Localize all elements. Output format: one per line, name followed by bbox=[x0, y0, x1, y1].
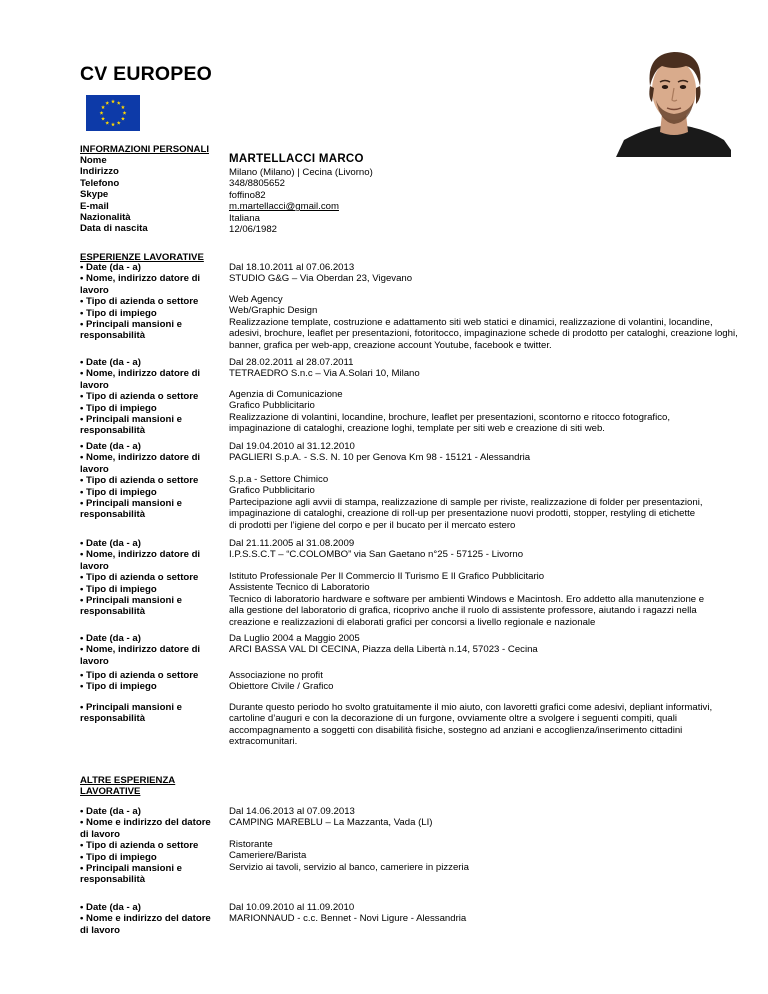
text-line: responsabilità bbox=[80, 874, 146, 886]
text-line: responsabilità bbox=[80, 330, 146, 342]
label-email: E-mail bbox=[80, 200, 109, 212]
text-line: lavoro bbox=[80, 655, 109, 667]
job-employer: ARCI BASSA VAL DI CECINA, Piazza della Libertà n.14, 57023 - Cecina bbox=[229, 644, 538, 656]
text-line: • Tipo di impiego bbox=[80, 681, 157, 693]
text-line: • Tipo di azienda o settore bbox=[80, 296, 199, 308]
text-line: accompagnamento a soggetti con disabilità fisiche, sostegno ad anziani e accoglienza/inserimento cittadini bbox=[229, 724, 683, 736]
text-line: • Nome, indirizzo datore di bbox=[80, 368, 201, 380]
text-line: di lavoro bbox=[80, 924, 120, 936]
job-2-details bbox=[229, 389, 729, 435]
text-line: responsabilità bbox=[80, 425, 146, 437]
text-line: • Principali mansioni e bbox=[80, 702, 182, 713]
text-line: • Date (da - a) bbox=[80, 902, 141, 913]
other-job-2-values bbox=[229, 902, 729, 925]
job-4-values bbox=[229, 538, 729, 561]
text-line: Realizzazione template, costruzione e adattamento siti web statici e dinamici, realizzazione di volantini, locandine, bbox=[229, 316, 713, 328]
text-line: • Principali mansioni e bbox=[80, 319, 182, 331]
text-line: • Tipo di azienda o settore bbox=[80, 572, 199, 584]
text-line: • Tipo di azienda o settore bbox=[80, 475, 199, 487]
job-5-values bbox=[229, 633, 729, 656]
job-dates: Dal 19.04.2010 al 31.12.2010 bbox=[229, 441, 355, 452]
nationality-value: Italiana bbox=[229, 212, 260, 224]
label-phone: Telefono bbox=[80, 177, 120, 189]
text-line: • Tipo di azienda o settore bbox=[80, 840, 199, 852]
text-line: • Date (da - a) bbox=[80, 806, 141, 817]
email-link[interactable]: m.martellacci@gmail.com bbox=[229, 201, 339, 213]
text-line: impaginazione di cataloghi, creazione di roll-up per presentazione nuovi prodotti, stopper, restyling di etichette bbox=[229, 508, 696, 520]
job-dates: Dal 10.09.2010 al 11.09.2010 bbox=[229, 902, 355, 913]
job-1-labels bbox=[80, 262, 215, 342]
job-5-labels-c bbox=[80, 702, 215, 725]
job-2-labels bbox=[80, 357, 215, 437]
text-line: cartoline d’auguri e con la decorazione di un furgone, ovviamente oltre a svolgere i seguenti compiti, quali bbox=[229, 713, 677, 725]
job-role: Cameriere/Barista bbox=[229, 850, 307, 862]
text-line: responsabilità bbox=[80, 606, 146, 618]
text-line: creazione e realizzazioni di elaborati grafici per concorsi a livello regionale e nazionale bbox=[229, 616, 596, 628]
job-sector: S.p.a - Settore Chimico bbox=[229, 474, 329, 485]
job-role: Grafico Pubblicitario bbox=[229, 485, 315, 497]
job-employer: TETRAEDRO S.n.c – Via A.Solari 10, Milano bbox=[229, 368, 420, 380]
address-value: Milano (Milano) | Cecina (Livorno) bbox=[229, 167, 373, 178]
text-line: • Tipo di impiego bbox=[80, 583, 157, 595]
label-birth-date: Data di nascita bbox=[80, 223, 148, 235]
skype-value: foffino82 bbox=[229, 189, 266, 201]
text-line: • Date (da - a) bbox=[80, 538, 141, 549]
profile-photo bbox=[616, 42, 731, 157]
job-5-labels-b bbox=[80, 670, 215, 693]
job-employer: PAGLIERI S.p.A. - S.S. N. 10 per Genova Km 98 - 15121 - Alessandria bbox=[229, 452, 531, 464]
label-skype: Skype bbox=[80, 189, 109, 201]
job-employer: STUDIO G&G – Via Oberdan 23, Vigevano bbox=[229, 273, 413, 285]
person-name: MARTELLACCI MARCO bbox=[229, 153, 364, 165]
job-sector: Istituto Professionale Per Il Commercio Il Turismo E Il Grafico Pubblicitario bbox=[229, 571, 545, 582]
job-sector: Agenzia di Comunicazione bbox=[229, 389, 343, 400]
job-3-values bbox=[229, 441, 729, 464]
text-line: • Date (da - a) bbox=[80, 633, 141, 644]
job-employer: MARIONNAUD - c.c. Bennet - Novi Ligure - Alessandria bbox=[229, 913, 467, 925]
text-line: • Date (da - a) bbox=[80, 357, 141, 368]
text-line: • Tipo di impiego bbox=[80, 486, 157, 498]
text-line: • Nome, indirizzo datore di bbox=[80, 273, 201, 285]
other-job-1-values bbox=[229, 806, 729, 829]
job-5-sector-role bbox=[229, 670, 729, 693]
text-line: • Date (da - a) bbox=[80, 441, 141, 452]
job-role: Web/Graphic Design bbox=[229, 305, 318, 317]
text-line: ALTRE ESPERIENZA bbox=[80, 775, 176, 786]
job-3-labels bbox=[80, 441, 215, 521]
job-3-details bbox=[229, 474, 729, 531]
job-dates: Dal 18.10.2011 al 07.06.2013 bbox=[229, 262, 355, 273]
job-sector: Ristorante bbox=[229, 839, 273, 850]
job-1-details bbox=[229, 294, 738, 351]
job-employer: I.P.S.S.C.T – “C.COLOMBO” via San Gaetano n°25 - 57125 - Livorno bbox=[229, 549, 524, 561]
section-personal-info: INFORMAZIONI PERSONALI bbox=[80, 144, 209, 155]
text-line: LAVORATIVE bbox=[80, 786, 141, 798]
text-line: responsabilità bbox=[80, 509, 146, 521]
section-other-experience bbox=[80, 775, 215, 798]
text-line: • Nome e indirizzo del datore bbox=[80, 913, 211, 925]
job-sector: Associazione no profit bbox=[229, 670, 323, 681]
job-role: Obiettore Civile / Grafico bbox=[229, 681, 334, 693]
text-line: • Nome, indirizzo datore di bbox=[80, 452, 201, 464]
birth-date-value: 12/06/1982 bbox=[229, 224, 278, 236]
text-line: • Tipo di azienda o settore bbox=[80, 670, 199, 681]
text-line: adesivi, brochure, leaflet per presentazioni, fotoritocco, impaginazione schede di prodotto per cataloghi, creazione loghi, bbox=[229, 328, 738, 340]
text-line: • Nome, indirizzo datore di bbox=[80, 644, 201, 656]
text-line: lavoro bbox=[80, 560, 109, 572]
other-job-1-details bbox=[229, 839, 729, 873]
job-role: Grafico Pubblicitario bbox=[229, 400, 315, 412]
text-line: di lavoro bbox=[80, 828, 120, 840]
text-line: • Tipo di impiego bbox=[80, 402, 157, 414]
text-line: • Nome, indirizzo datore di bbox=[80, 549, 201, 561]
job-dates: Da Luglio 2004 a Maggio 2005 bbox=[229, 633, 360, 644]
eu-flag-icon bbox=[86, 95, 140, 131]
text-line: • Principali mansioni e bbox=[80, 863, 182, 875]
phone-value: 348/8805652 bbox=[229, 178, 286, 190]
job-5-labels-a bbox=[80, 633, 215, 667]
text-line: responsabilità bbox=[80, 713, 146, 725]
text-line: • Tipo di azienda o settore bbox=[80, 391, 199, 403]
job-5-duties bbox=[229, 702, 729, 748]
job-role: Assistente Tecnico di Laboratorio bbox=[229, 582, 370, 594]
job-4-details bbox=[229, 571, 729, 628]
job-4-labels bbox=[80, 538, 215, 618]
text-line: Servizio ai tavoli, servizio al banco, cameriere in pizzeria bbox=[229, 861, 469, 873]
job-2-values bbox=[229, 357, 729, 380]
page-title: CV EUROPEO bbox=[80, 63, 213, 85]
job-1-values bbox=[229, 262, 729, 285]
text-line: extracomunitari. bbox=[229, 736, 298, 748]
other-job-1-labels bbox=[80, 806, 215, 886]
text-line: • Date (da - a) bbox=[80, 262, 141, 273]
text-line: Realizzazione di volantini, locandine, brochure, leaflet per presentazioni, scontorno e ritocco fotografico, bbox=[229, 411, 671, 423]
text-line: lavoro bbox=[80, 463, 109, 475]
job-employer: CAMPING MAREBLU – La Mazzanta, Vada (LI) bbox=[229, 817, 433, 829]
text-line: banner, grafica per web-app, creazione account Youtube, facebook e twitter. bbox=[229, 339, 552, 351]
text-line: • Principali mansioni e bbox=[80, 414, 182, 426]
text-line: • Tipo di impiego bbox=[80, 307, 157, 319]
text-line: lavoro bbox=[80, 379, 109, 391]
text-line: di prodotti per l’igiene del corpo e per il bucato per il mercato estero bbox=[229, 519, 516, 531]
text-line: Durante questo periodo ho svolto gratuitamente il mio aiuto, con lavoretti grafici come adesivi, depliant informativi, bbox=[229, 702, 713, 713]
job-dates: Dal 28.02.2011 al 28.07.2011 bbox=[229, 357, 354, 368]
job-sector: Web Agency bbox=[229, 294, 283, 305]
label-address: Indirizzo bbox=[80, 166, 119, 178]
text-line: Tecnico di laboratorio hardware e software per ambienti Windows e Macintosh. Ero addetto alla manutenzione e bbox=[229, 593, 705, 605]
text-line: • Principali mansioni e bbox=[80, 498, 182, 510]
label-name: Nome bbox=[80, 155, 107, 166]
other-job-2-labels bbox=[80, 902, 215, 936]
section-work-experience: ESPERIENZE LAVORATIVE bbox=[80, 252, 204, 263]
text-line: Partecipazione agli avvii di stampa, realizzazione di sample per riviste, realizzazione di folder per presentazioni, bbox=[229, 496, 703, 508]
text-line: • Principali mansioni e bbox=[80, 595, 182, 607]
text-line: • Nome e indirizzo del datore bbox=[80, 817, 211, 829]
label-nationality: Nazionalità bbox=[80, 212, 131, 224]
personal-values bbox=[229, 167, 729, 235]
personal-labels bbox=[80, 155, 215, 235]
text-line: • Tipo di impiego bbox=[80, 851, 157, 863]
text-line: lavoro bbox=[80, 284, 109, 296]
text-line: alla gestione del laboratorio di grafica, ricoprivo anche il ruolo di assistente professore, aiutando i ragazzi nella bbox=[229, 605, 697, 617]
job-dates: Dal 14.06.2013 al 07.09.2013 bbox=[229, 806, 355, 817]
job-dates: Dal 21.11.2005 al 31.08.2009 bbox=[229, 538, 355, 549]
text-line: impaginazione di cataloghi, creazione loghi, template per siti web e creazione di siti web. bbox=[229, 423, 605, 435]
